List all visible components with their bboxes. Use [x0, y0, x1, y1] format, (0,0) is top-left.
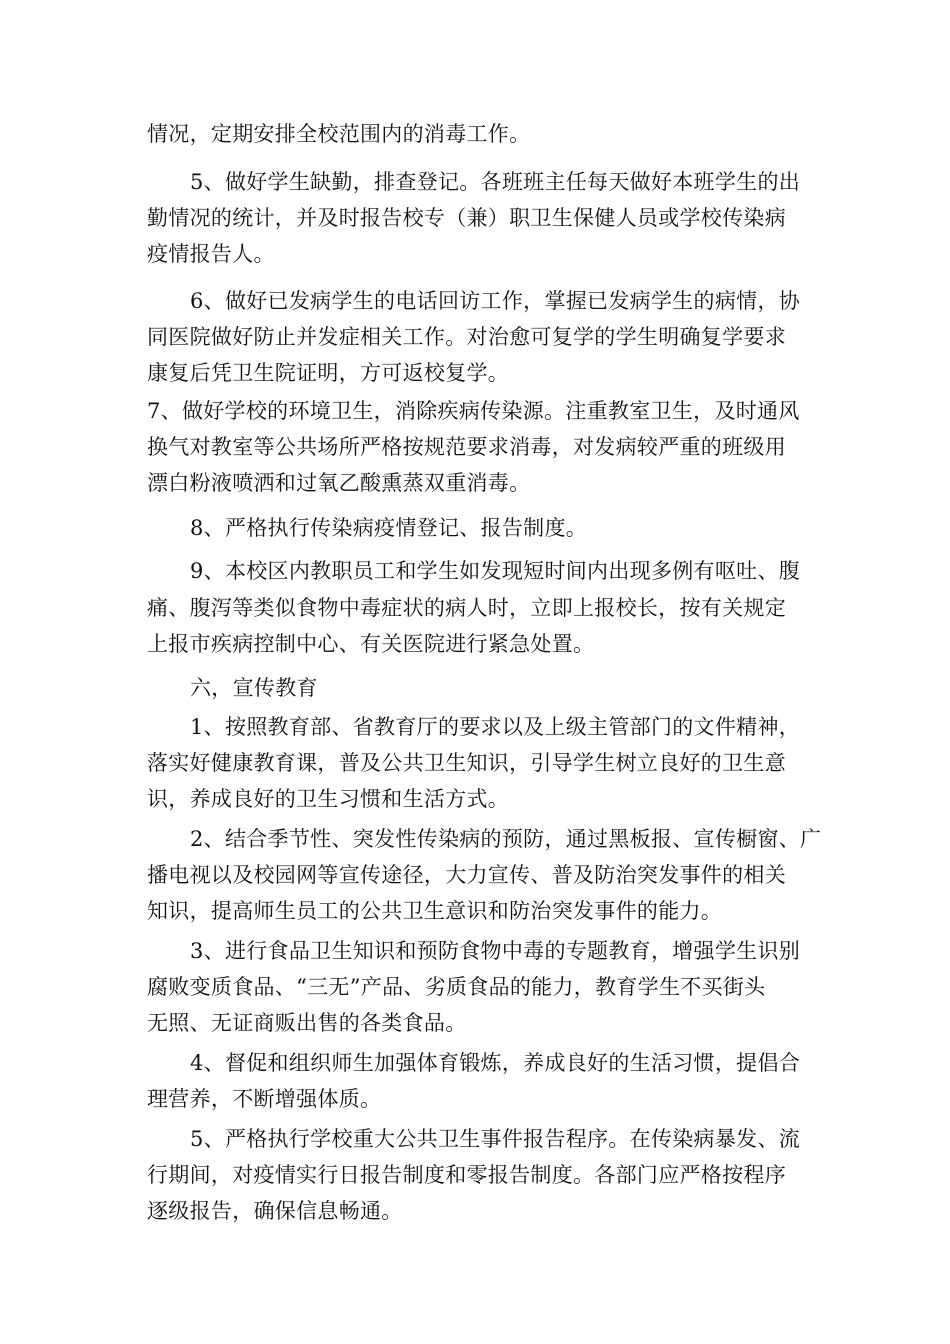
- text-line: 漂白粉液喷洒和过氧乙酸熏蒸双重消毒。: [147, 471, 531, 495]
- text-line: 7、做好学校的环境卫生，消除疾病传染源。注重教室卫生，及时通风: [147, 399, 800, 423]
- text-line: 3、进行食品卫生知识和预防食物中毒的专题教育，增强学生识别: [190, 939, 801, 963]
- text-line: 识，养成良好的卫生习惯和生活方式。: [147, 787, 510, 811]
- text-line: 腐败变质食品、“三无”产品、劣质食品的能力，教育学生不买街头: [147, 975, 766, 999]
- text-line: 播电视以及校园网等宣传途径，大力宣传、普及防治突发事件的相关: [147, 863, 786, 887]
- text-line: 落实好健康教育课，普及公共卫生知识，引导学生树立良好的卫生意: [147, 751, 786, 775]
- text-line: 8、严格执行传染病疫情登记、报告制度。: [190, 516, 588, 540]
- text-line: 1、按照教育部、省教育厅的要求以及上级主管部门的文件精神，: [190, 715, 801, 739]
- text-line: 2、结合季节性、突发性传染病的预防，通过黑板报、宣传橱窗、广: [190, 827, 822, 851]
- text-line: 5、严格执行学校重大公共卫生事件报告程序。在传染病暴发、流: [190, 1127, 801, 1151]
- text-line: 6、做好已发病学生的电话回访工作，掌握已发病学生的病情，协: [190, 289, 801, 313]
- text-line: 9、本校区内教职员工和学生如发现短时间内出现多例有呕吐、腹: [190, 559, 801, 583]
- text-line: 行期间，对疫情实行日报告制度和零报告制度。各部门应严格按程序: [147, 1163, 786, 1187]
- text-line: 康复后凭卫生院证明，方可返校复学。: [147, 361, 510, 385]
- text-line: 知识，提高师生员工的公共卫生意识和防治突发事件的能力。: [147, 899, 723, 923]
- text-line: 5、做好学生缺勤，排查登记。各班班主任每天做好本班学生的出: [190, 170, 801, 194]
- text-line: 4、督促和组织师生加强体育锻炼，养成良好的生活习惯，提倡合: [190, 1051, 801, 1075]
- text-line: 换气对教室等公共场所严格按规范要求消毒，对发病较严重的班级用: [147, 435, 786, 459]
- text-line: 同医院做好防止并发症相关工作。对治愈可复学的学生明确复学要求: [147, 325, 786, 349]
- text-line: 疫情报告人。: [147, 242, 275, 266]
- text-line: 痛、腹泻等类似食物中毒症状的病人时，立即上报校长，按有关规定: [147, 596, 786, 620]
- text-line: 上报市疾病控制中心、有关医院进行紧急处置。: [147, 632, 595, 656]
- text-line: 理营养，不断增强体质。: [147, 1087, 382, 1111]
- section-heading: 六，宣传教育: [190, 676, 318, 700]
- text-line: 无照、无证商贩出售的各类食品。: [147, 1011, 467, 1035]
- text-line: 逐级报告，确保信息畅通。: [147, 1199, 403, 1223]
- text-line: 勤情况的统计，并及时报告校专（兼）职卫生保健人员或学校传染病: [147, 206, 786, 230]
- text-line: 情况，定期安排全校范围内的消毒工作。: [147, 122, 531, 146]
